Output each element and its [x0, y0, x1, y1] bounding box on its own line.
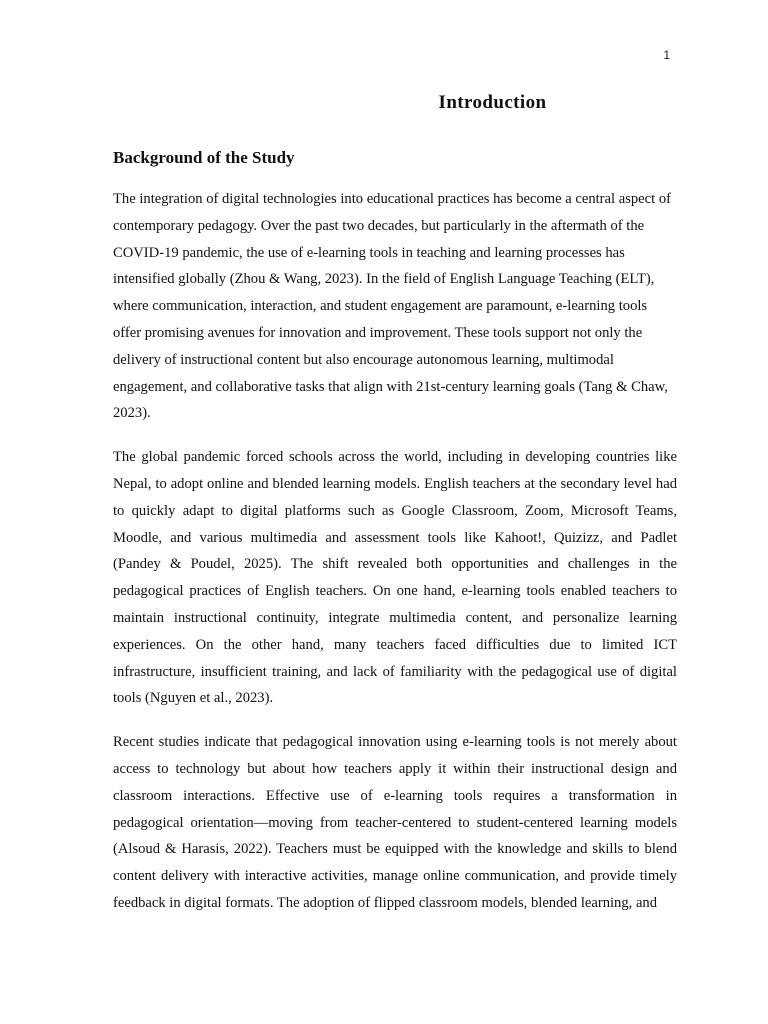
page-number: 1 — [663, 48, 670, 62]
paragraph: The global pandemic forced schools across the world, including in developing countries like Nepal, to adopt online and blended learning models. English teachers at the secondary level had to quickly adapt to digital platforms such as Google Classroom, Zoom, Microsoft Teams, Moodle, and various multimedia and assessment tools like Kahoot!, Quizizz, and Padlet (Pandey & Poudel, 2025). The shift revealed both opportunities and challenges in the pedagogical practices of English teachers. On one hand, e-learning tools enabled teachers to maintain instructional continuity, integrate multimedia content, and personalize learning experiences. On the other hand, many teachers faced difficulties due to limited ICT infrastructure, insufficient training, and lack of familiarity with the pedagogical use of digital tools (Nguyen et al., 2023). — [113, 449, 677, 707]
page-title: Introduction — [438, 92, 547, 113]
paragraph: Recent studies indicate that pedagogical innovation using e-learning tools is not merely about access to technology but about how teachers apply it within their instructional design and classroom interactions. Effective use of e-learning tools requires a transformation in pedagogical orientation—moving from teacher-centered to student-centered learning models (Alsoud & Harasis, 2022). Teachers must be equipped with the knowledge and skills to blend content delivery with interactive activities, manage online communication, and provide timely feedback in digital formats. The adoption of flipped classroom models, blended learning, and — [113, 734, 677, 911]
section-heading: Background of the Study — [113, 148, 295, 167]
paragraph: The integration of digital technologies into educational practices has become a central aspect of contemporary pedagogy. Over the past two decades, but particularly in the aftermath of the COVID-19 pandemic, the use of e-learning tools in teaching and learning processes has intensified globally (Zhou & Wang, 2023). In the field of English Language Teaching (ELT), where communication, interaction, and student engagement are paramount, e-learning tools offer promising avenues for innovation and improvement. These tools support not only the delivery of instructional content but also encourage autonomous learning, multimodal engagement, and collaborative tasks that align with 21st-century learning goals (Tang & Chaw, 2023). — [113, 191, 671, 422]
body-text — [113, 186, 677, 934]
